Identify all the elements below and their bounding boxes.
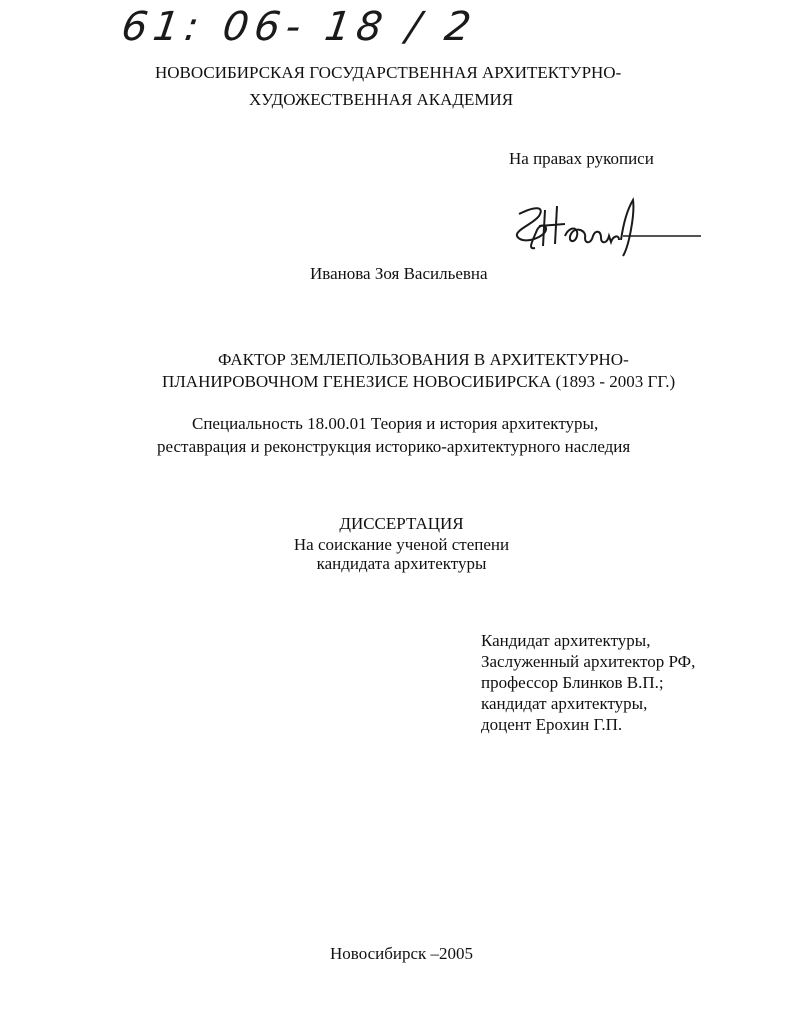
dissertation-degree-line-2: кандидата архитектуры (316, 554, 487, 573)
title-line-1: ФАКТОР ЗЕМЛЕПОЛЬЗОВАНИЯ В АРХИТЕКТУРНО- (218, 350, 629, 369)
institution-line-2: ХУДОЖЕСТВЕННАЯ АКАДЕМИЯ (249, 90, 514, 109)
manuscript-rights: На правах рукописи (509, 149, 654, 168)
supervisor-line: кандидат архитектуры, (481, 694, 648, 713)
supervisor-line: Заслуженный архитектор РФ, (481, 652, 696, 671)
author-name: Иванова Зоя Васильевна (310, 264, 488, 283)
archive-number-handwritten: 61: 06- 18 / 2 (118, 4, 480, 50)
supervisor-line: профессор Блинков В.П.; (481, 673, 664, 692)
title-line-2: ПЛАНИРОВОЧНОМ ГЕНЕЗИСЕ НОВОСИБИРСКА (1893 - 2003 ГГ.) (162, 372, 676, 391)
dissertation-degree-line-1: На соискание ученой степени (293, 535, 510, 554)
supervisor-line: доцент Ерохин Г.П. (481, 715, 623, 734)
institution-line-1: НОВОСИБИРСКАЯ ГОСУДАРСТВЕННАЯ АРХИТЕКТУРНО- (155, 63, 622, 82)
supervisor-line: Кандидат архитектуры, (481, 631, 651, 650)
specialty-line-1: Специальность 18.00.01 Теория и история архитектуры, (192, 414, 599, 433)
dissertation-heading: ДИССЕРТАЦИЯ (339, 514, 464, 533)
author-signature (505, 196, 705, 260)
city-year: Новосибирск –2005 (330, 944, 474, 963)
specialty-line-2: реставрация и реконструкция историко-архитектурного наследия (157, 437, 631, 456)
